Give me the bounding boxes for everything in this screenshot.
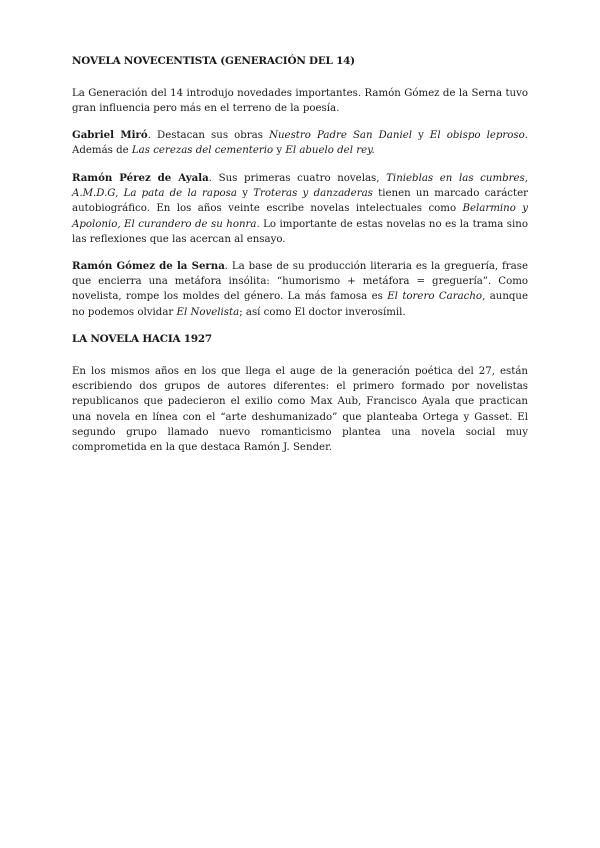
work-title: Las cerezas del cementerio [131, 145, 274, 157]
author-name: Ramón Gómez de la Serna [72, 260, 225, 272]
work-title: Belarmino y Apolonio, El curandero de su honra [72, 203, 528, 230]
paragraph-novela-1927: En los mismos años en los que llega el auge de la generación poética del 27, están escribiendo dos grupos de autores diferentes: el primero formado por novelistas republicanos que padecieron el exilio como Max Aub, Francisco Ayala que practican una novela en línea con el “arte deshumanizado” que planteaba Ortega y Gasset. El segundo grupo llamado nuevo romanticismo plantea una novela social muy comprometida en la que destaca Ramón J. Sender. [72, 366, 528, 454]
work-title: El torero Caracho [387, 291, 483, 303]
work-title: El obispo leproso [429, 130, 525, 141]
author-name: Ramón Pérez de Ayala [72, 172, 209, 184]
paragraph-perez-de-ayala: Ramón Pérez de Ayala. Sus primeras cuatro novelas, Tinieblas en las cumbres, A.M.D.G, La pata de la raposa y Troteras y danzaderas tienen un marcado carácter autobiográfico. En los años veinte escribe novelas intelectuales como Belarmino y Apolonio, El curandero de su honra. Lo importante de estas novelas no es la trama sino las reflexiones que las acercan al ensayo. [72, 172, 528, 245]
work-title: Troteras y danzaderas [253, 188, 373, 200]
section-heading-novela-1927: LA NOVELA HACIA 1927 [72, 333, 212, 345]
section-heading-novela-novecentista: NOVELA NOVECENTISTA (GENERACIÓN DEL 14) [72, 55, 355, 67]
work-title: El abuelo del rey. [285, 145, 375, 157]
work-title: Nuestro Padre San Daniel [269, 130, 412, 141]
paragraph-intro: La Generación del 14 introdujo novedades importantes. Ramón Gómez de la Serna tuvo gran influencia pero más en el terreno de la poesía. [72, 88, 528, 115]
paragraph-gomez-de-la-serna: Ramón Gómez de la Serna. La base de su producción literaria es la greguería, frase que encierra una metáfora insólita: “humorismo + metáfora = greguería”. Como novelista, rompe los moldes del género. La más famosa es El torero Caracho, aunque no podemos olvidar El Novelista; así como El doctor inverosímil. [72, 260, 529, 318]
work-title: Tinieblas en las cumbres, A.M.D.G, La pata de la raposa [72, 173, 528, 200]
paragraph-gabriel-miro: Gabriel Miró. Destacan sus obras Nuestro Padre San Daniel y El obispo leproso. Además de Las cerezas del cementerio y El abuelo del rey. [72, 129, 528, 157]
work-title: El Novelista [176, 306, 240, 318]
author-name: Gabriel Miró [72, 129, 148, 141]
